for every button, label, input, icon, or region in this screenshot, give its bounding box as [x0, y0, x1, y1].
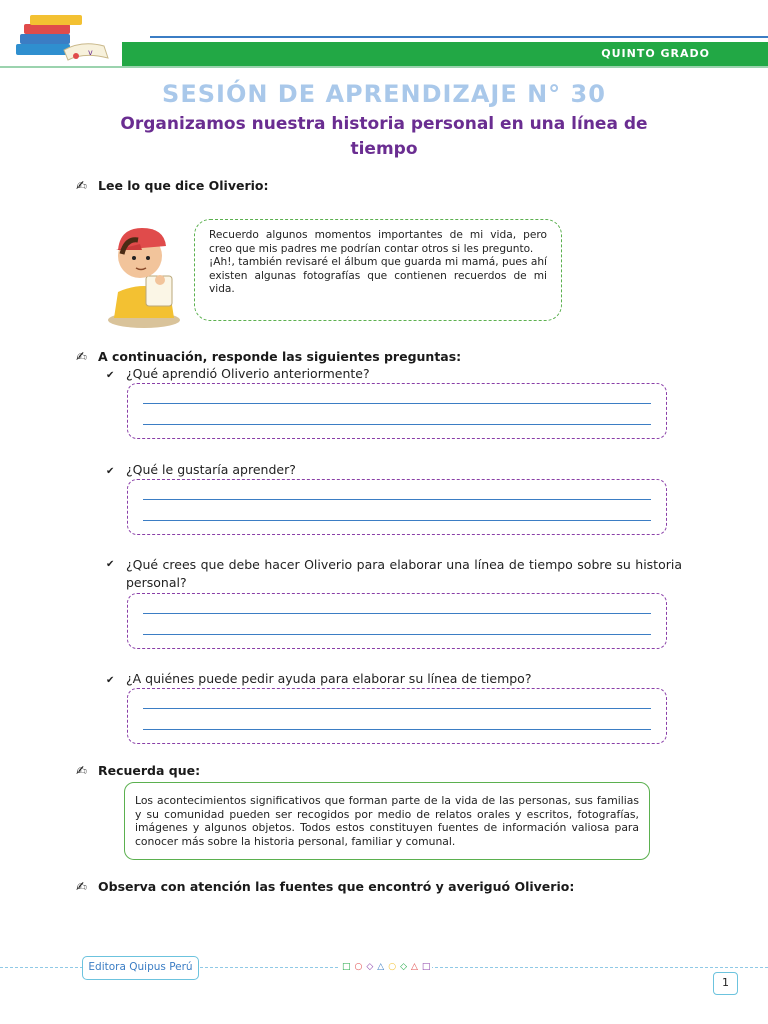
- header-divider: [0, 66, 768, 68]
- boy-illustration: [104, 210, 184, 330]
- checkmark-icon: ✔: [106, 559, 115, 570]
- question-text: ¿Qué le gustaría aprender?: [126, 462, 296, 477]
- answer-line: [143, 424, 651, 425]
- triangle-icon: △: [377, 962, 385, 972]
- circle-icon: ○: [388, 962, 397, 972]
- question-4: [106, 670, 531, 690]
- svg-text:v: v: [88, 48, 93, 57]
- books-icon: [12, 10, 122, 66]
- section-heading-questions: [76, 349, 461, 365]
- section-heading-observe: [76, 879, 574, 895]
- grade-label: QUINTO GRADO: [601, 47, 710, 60]
- answer-line: [143, 403, 651, 404]
- answer-box-3[interactable]: [127, 593, 667, 649]
- speech-line: Recuerdo algunos momentos importantes de mi vida, pero creo que mis padres me podrían contar otros si les pregunto.: [209, 229, 547, 255]
- answer-box-1[interactable]: [127, 383, 667, 439]
- publisher-label: Editora Quipus Perú: [82, 956, 199, 980]
- page-subtitle: Organizamos nuestra historia personal en una línea de tiempo: [120, 114, 648, 159]
- section-heading-read: [76, 178, 269, 194]
- question-2: [106, 461, 296, 481]
- answer-line: [143, 499, 651, 500]
- heading-text: Observa con atención las fuentes que encontró y averiguó Oliverio:: [98, 879, 575, 894]
- checkmark-icon: ✔: [106, 370, 115, 381]
- square-icon: □: [421, 962, 431, 972]
- answer-line: [143, 613, 651, 614]
- question-3: [106, 556, 682, 592]
- circle-icon: ○: [354, 962, 363, 972]
- decorative-shapes: [340, 961, 432, 973]
- answer-line: [143, 708, 651, 709]
- heading-text: A continuación, responde las siguientes preguntas:: [98, 349, 462, 364]
- answer-box-2[interactable]: [127, 479, 667, 535]
- heading-text: Lee lo que dice Oliverio:: [98, 178, 269, 193]
- section-heading-remember: [76, 763, 200, 779]
- diamond-icon: ◇: [400, 962, 407, 972]
- speech-line: ¡Ah!, también revisaré el álbum que guarda mi mamá, pues ahí existen algunas fotografías que contienen recuerdos de mi vida.: [209, 256, 547, 296]
- answer-line: [143, 634, 651, 635]
- question-1: [106, 365, 370, 385]
- triangle-icon: △: [411, 962, 418, 972]
- writing-hand-icon: ✍: [76, 764, 87, 779]
- page-header: [0, 0, 768, 70]
- writing-hand-icon: ✍: [76, 880, 87, 895]
- remember-box: Los acontecimientos significativos que forman parte de la vida de las personas, sus familias y su comunidad pueden ser recogidos por medio de relatos orales y escritos, fotografías, imágenes y algunos objetos. Todos estos constituyen fuentes de información valiosa para conocer más sobre la historia personal, familiar y comunal.: [124, 782, 650, 860]
- question-text: ¿Qué aprendió Oliverio anteriormente?: [126, 366, 370, 381]
- writing-hand-icon: ✍: [76, 350, 87, 365]
- question-text: ¿A quiénes puede pedir ayuda para elaborar su línea de tiempo?: [126, 671, 532, 686]
- answer-line: [143, 729, 651, 730]
- page-title: SESIÓN DE APRENDIZAJE N° 30: [162, 80, 606, 108]
- checkmark-icon: ✔: [106, 675, 115, 686]
- question-text: ¿Qué crees que debe hacer Oliverio para elaborar una línea de tiempo sobre su historia personal?: [126, 557, 682, 590]
- writing-hand-icon: ✍: [76, 179, 87, 194]
- diamond-icon: ◇: [366, 962, 374, 972]
- answer-box-4[interactable]: [127, 688, 667, 744]
- square-icon: □: [342, 962, 351, 972]
- header-blue-line: [150, 36, 768, 38]
- heading-text: Recuerda que:: [98, 763, 201, 778]
- checkmark-icon: ✔: [106, 466, 115, 477]
- answer-line: [143, 520, 651, 521]
- speech-bubble: [194, 219, 562, 321]
- page-number: 1: [713, 972, 738, 995]
